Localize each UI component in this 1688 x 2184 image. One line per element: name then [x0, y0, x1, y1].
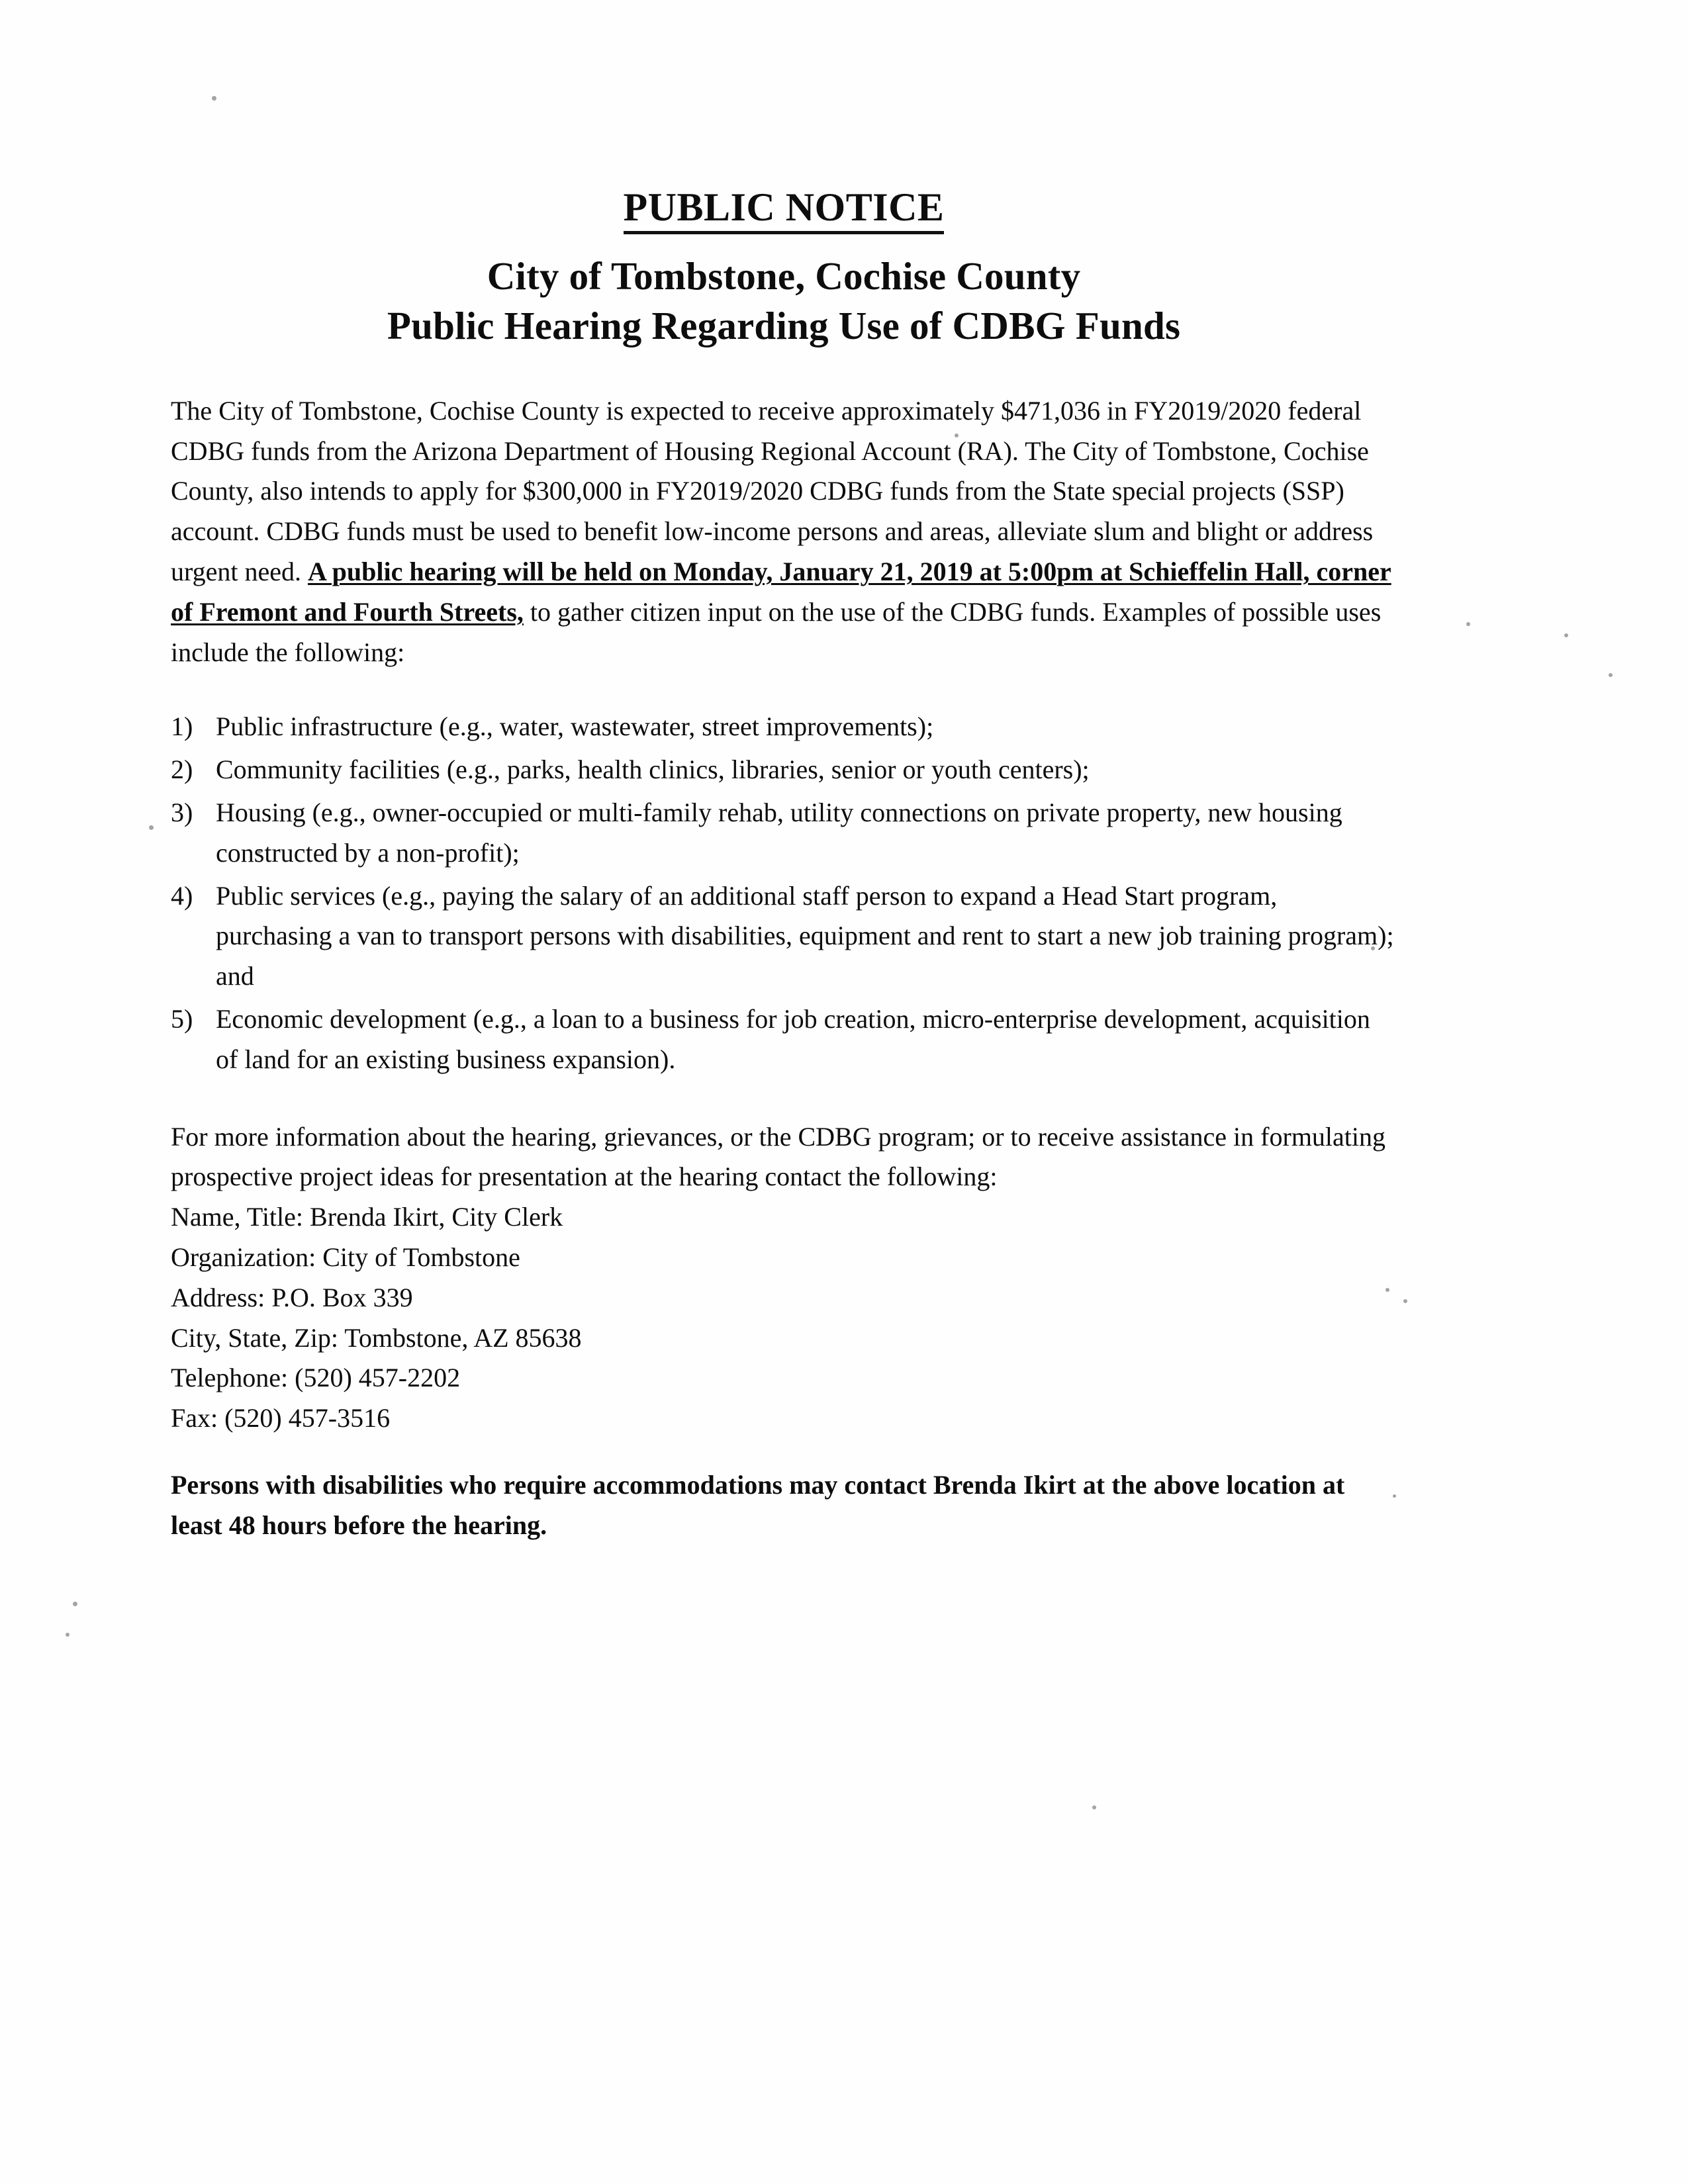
document-body	[171, 185, 1397, 1572]
list-item	[171, 999, 1397, 1080]
list-marker: 5)	[171, 1004, 193, 1034]
spacer	[171, 1083, 1397, 1117]
scan-speck	[1466, 622, 1470, 626]
scan-speck	[66, 1633, 70, 1637]
contact-city-state-zip: City, State, Zip: Tombstone, AZ 85638	[171, 1322, 582, 1353]
scan-speck	[73, 1602, 77, 1606]
list-item-text: Community facilities (e.g., parks, health clinics, libraries, senior or youth centers);	[216, 754, 1090, 785]
title-line-subject: Public Hearing Regarding Use of CDBG Funds	[387, 303, 1181, 347]
title-line-city: City of Tombstone, Cochise County	[487, 254, 1081, 298]
intro-paragraph	[171, 391, 1397, 673]
more-information-paragraph: For more information about the hearing, grievances, or the CDBG program; or to receive assistance in formulating prospective project ideas for presentation at the hearing contact the following:	[171, 1121, 1386, 1192]
list-item-text: Housing (e.g., owner-occupied or multi-family rehab, utility connections on private property, new housing constructed by a non-profit);	[216, 797, 1342, 868]
list-item	[171, 750, 1397, 790]
title-block	[171, 185, 1397, 350]
intro-text-part2: to gather citizen input on the use of the CDBG funds. Examples of possible uses include the following:	[171, 596, 1382, 667]
spacer	[171, 672, 1397, 707]
scan-speck	[1092, 1805, 1096, 1809]
hearing-details-emphasis: A public hearing will be held on Monday, January 21, 2019 at 5:00pm at Schieffelin Hall, corner of Fremont and Fourth Streets,	[171, 557, 1391, 627]
list-marker: 4)	[171, 880, 193, 911]
scan-speck	[1403, 1299, 1407, 1303]
list-item-text: Public services (e.g., paying the salary of an additional staff person to expand a Head Start program, purchasing a van to transport persons with disabilities, equipment and rent to start a new job training program); and	[216, 880, 1394, 991]
scan-speck	[149, 825, 154, 830]
list-item	[171, 876, 1397, 997]
contact-name-title: Name, Title: Brenda Ikirt, City Clerk	[171, 1202, 563, 1232]
list-item	[171, 707, 1397, 747]
list-item-text: Public infrastructure (e.g., water, wastewater, street improvements);	[216, 711, 934, 742]
contact-address: Address: P.O. Box 339	[171, 1282, 413, 1312]
list-item	[171, 793, 1397, 874]
list-marker: 3)	[171, 797, 193, 828]
list-item-text: Economic development (e.g., a loan to a business for job creation, micro-enterprise development, acquisition of land for an existing business expansion).	[216, 1004, 1370, 1074]
intro-text-part1: The City of Tombstone, Cochise County is expected to receive approximately $471,036 in FY2019/2020 federal CDBG funds from the Arizona Department of Housing Regional Account (RA). The City of Tombstone, Cochise County, also intends to apply for $300,000 in FY2019/2020 CDBG funds from the State special projects (SSP) account. CDBG funds must be used to benefit low-income persons and areas, alleviate slum and blight or address urgent need.	[171, 395, 1374, 587]
eligible-uses-list	[171, 707, 1397, 1079]
contact-organization: Organization: City of Tombstone	[171, 1242, 520, 1272]
list-marker: 1)	[171, 711, 193, 742]
scan-speck	[1609, 673, 1613, 677]
scan-speck	[212, 96, 216, 101]
scan-speck	[1564, 633, 1568, 637]
list-marker: 2)	[171, 754, 193, 785]
contact-telephone: Telephone: (520) 457-2202	[171, 1363, 461, 1393]
page-title: PUBLIC NOTICE	[624, 185, 945, 234]
accommodations-notice: Persons with disabilities who require accommodations may contact Brenda Ikirt at the above location at least 48 hours before the hearing.	[171, 1469, 1345, 1540]
contact-fax: Fax: (520) 457-3516	[171, 1403, 391, 1433]
